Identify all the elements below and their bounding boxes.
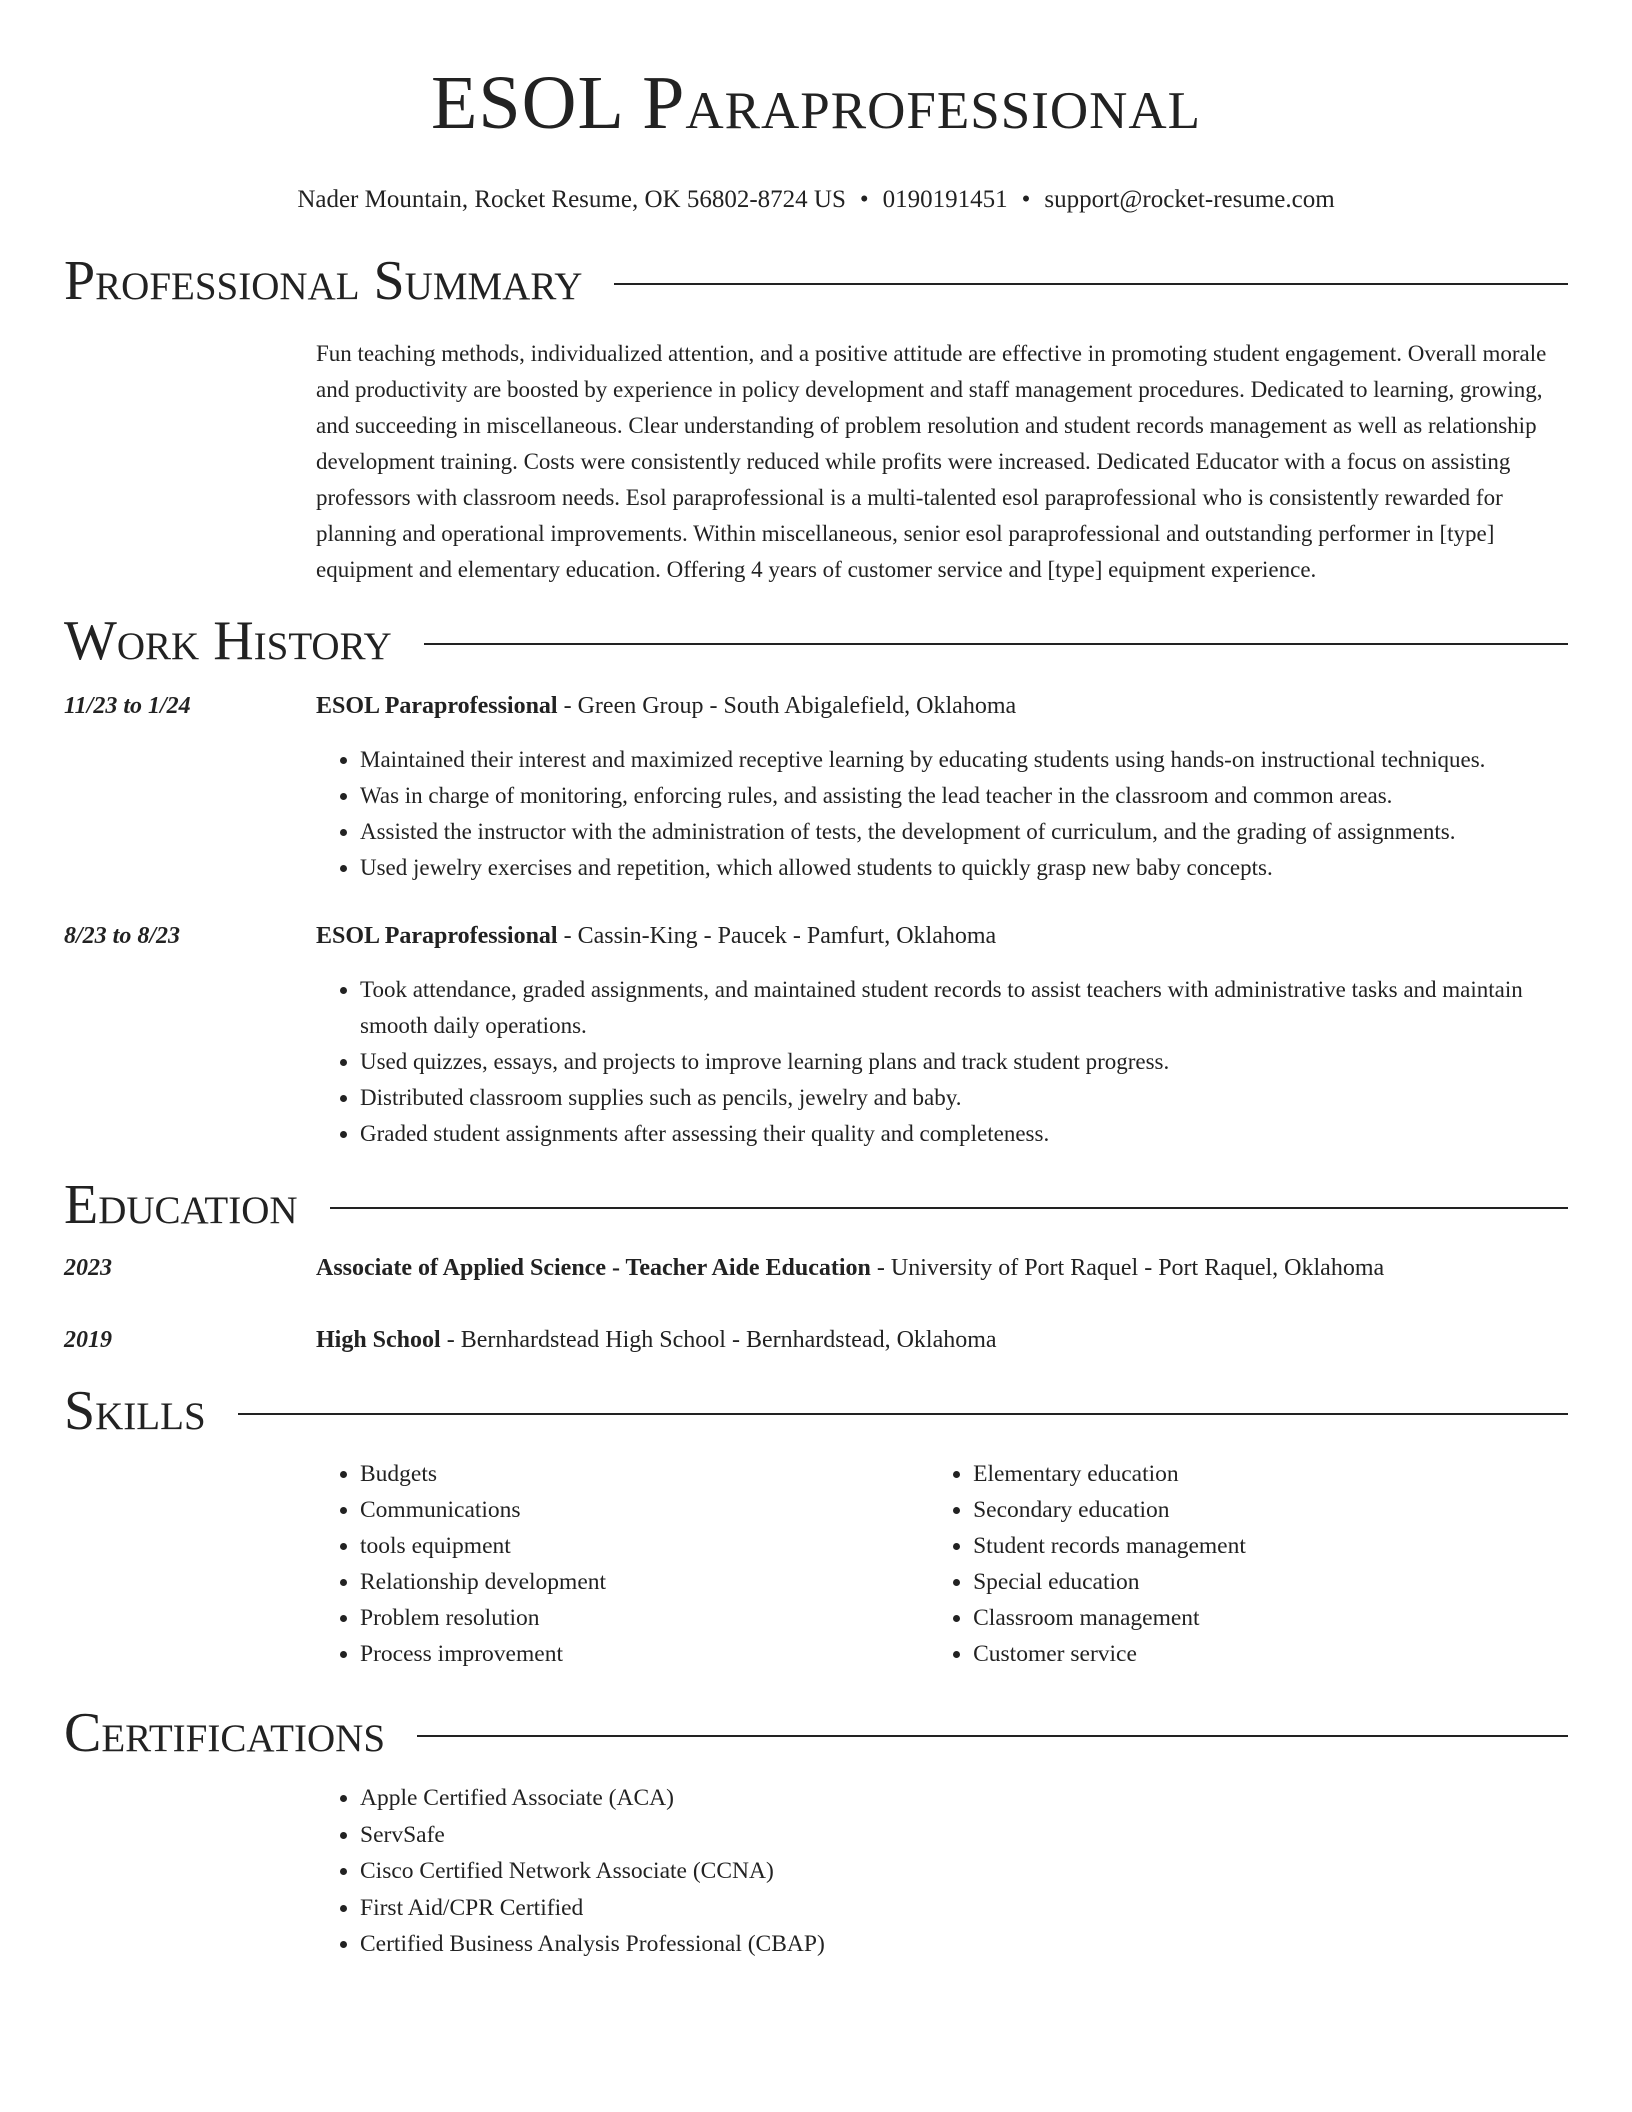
job-dates: 11/23 to 1/24 [64, 693, 191, 719]
school-location: - Bernhardstead High School - Bernhardstead, Oklahoma [440, 1327, 997, 1353]
skill-item: • tools equipment [360, 1528, 929, 1564]
degree-title: Associate of Applied Science - Teacher Aide Education [316, 1255, 871, 1281]
skill-item: • Problem resolution [360, 1600, 929, 1636]
job-employer-location: - Cassin-King - Paucek - Pamfurt, Oklahoma [557, 923, 997, 949]
certification-item: • Apple Certified Associate (ACA) [360, 1780, 1568, 1817]
skill-item: • Secondary education [973, 1492, 1568, 1528]
section-divider [238, 1413, 1568, 1415]
job-entry [64, 918, 1568, 1152]
list-item: • Assisted the instructor with the administration of tests, the development of curriculum, and the grading of assignments. [360, 814, 1568, 850]
summary-section [64, 248, 1568, 588]
skills-section [64, 1378, 1568, 1672]
list-item: • Used jewelry exercises and repetition, which allowed students to quickly grasp new baby concepts. [360, 850, 1568, 886]
contact-email: support@rocket-resume.com [1044, 186, 1335, 213]
section-title: Certifications [64, 1702, 386, 1764]
contact-line [64, 184, 1568, 216]
section-divider [614, 283, 1568, 285]
education-year: 2019 [64, 1327, 112, 1353]
skill-item: • Customer service [973, 1636, 1568, 1672]
summary-paragraph: Fun teaching methods, individualized attention, and a positive attitude are effective in promoting student engagement. Overall morale and productivity are boosted by experience in policy development and staff management procedures. Dedicated to learning, growing, and succeeding in miscellaneous. Clear understanding of problem resolution and student records management as well as relationship development training. Costs were consistently reduced while profits were increased. Dedicated Educator with a focus on assisting professors with classroom needs. Esol paraprofessional is a multi-talented esol paraprofessional who is consistently rewarded for planning and operational improvements. Within miscellaneous, senior esol paraprofessional and outstanding performer in [type] equipment and elementary education. Offering 4 years of customer service and [type] equipment experience. [316, 341, 1547, 582]
skill-item: • Communications [360, 1492, 929, 1528]
section-heading-work-history [64, 608, 1568, 674]
section-divider [417, 1735, 1568, 1737]
job-employer-location: - Green Group - South Abigalefield, Oklahoma [557, 693, 1017, 719]
list-item: • Distributed classroom supplies such as pencils, jewelry and baby. [360, 1080, 1568, 1116]
section-heading-education [64, 1172, 1568, 1238]
certification-item: • First Aid/CPR Certified [360, 1890, 1568, 1927]
education-year: 2023 [64, 1255, 112, 1281]
section-heading-certifications [64, 1700, 1568, 1766]
certification-item: • Cisco Certified Network Associate (CCNA) [360, 1853, 1568, 1890]
section-title: Professional Summary [64, 250, 583, 312]
job-dates: 8/23 to 8/23 [64, 923, 181, 949]
list-item: • Maintained their interest and maximized receptive learning by educating students using hands-on instructional techniques. [360, 742, 1568, 778]
certification-item: • ServSafe [360, 1817, 1568, 1854]
skill-item: • Budgets [360, 1456, 929, 1492]
skill-item: • Special education [973, 1564, 1568, 1600]
skill-item: • Elementary education [973, 1456, 1568, 1492]
school-location: - University of Port Raquel - Port Raquel, Oklahoma [870, 1255, 1385, 1281]
contact-phone: 0190191451 [882, 186, 1008, 213]
section-heading-skills [64, 1378, 1568, 1444]
skill-item: • Process improvement [360, 1636, 929, 1672]
certification-item: • Certified Business Analysis Professional (CBAP) [360, 1926, 1568, 1963]
resume-page [64, 0, 1568, 1963]
job-responsibilities [316, 972, 1568, 1152]
skills-list-left [316, 1456, 929, 1672]
list-item: • Used quizzes, essays, and projects to improve learning plans and track student progress. [360, 1044, 1568, 1080]
section-title: Skills [64, 1380, 206, 1442]
section-divider [330, 1207, 1568, 1209]
skill-item: • Relationship development [360, 1564, 929, 1600]
section-heading-summary [64, 248, 1568, 314]
candidate-name: ESOL Paraprofessional [430, 61, 1202, 145]
list-item: • Graded student assignments after assessing their quality and completeness. [360, 1116, 1568, 1152]
degree-title: High School [316, 1327, 441, 1353]
list-item: • Was in charge of monitoring, enforcing rules, and assisting the lead teacher in the classroom and common areas. [360, 778, 1568, 814]
contact-address: Nader Mountain, Rocket Resume, OK 56802-8724 US [297, 186, 846, 213]
education-entry [64, 1322, 1568, 1358]
list-item: • Took attendance, graded assignments, and maintained student records to assist teachers with administrative tasks and maintain smooth daily operations. [360, 972, 1568, 1044]
skills-list-right [929, 1456, 1568, 1672]
section-divider [424, 643, 1568, 645]
job-responsibilities [316, 742, 1568, 886]
skill-item: • Classroom management [973, 1600, 1568, 1636]
skill-item: • Student records management [973, 1528, 1568, 1564]
job-title: ESOL Paraprofessional [316, 693, 558, 719]
section-title: Education [64, 1174, 298, 1236]
job-title: ESOL Paraprofessional [316, 923, 558, 949]
contact-separator: • [859, 186, 869, 213]
certifications-section [64, 1700, 1568, 1963]
work-history-section [64, 608, 1568, 1152]
section-title: Work History [64, 610, 392, 672]
education-section [64, 1172, 1568, 1358]
certifications-list [316, 1780, 1568, 1963]
education-entry [64, 1250, 1568, 1286]
job-entry [64, 688, 1568, 886]
contact-separator: • [1021, 186, 1031, 213]
